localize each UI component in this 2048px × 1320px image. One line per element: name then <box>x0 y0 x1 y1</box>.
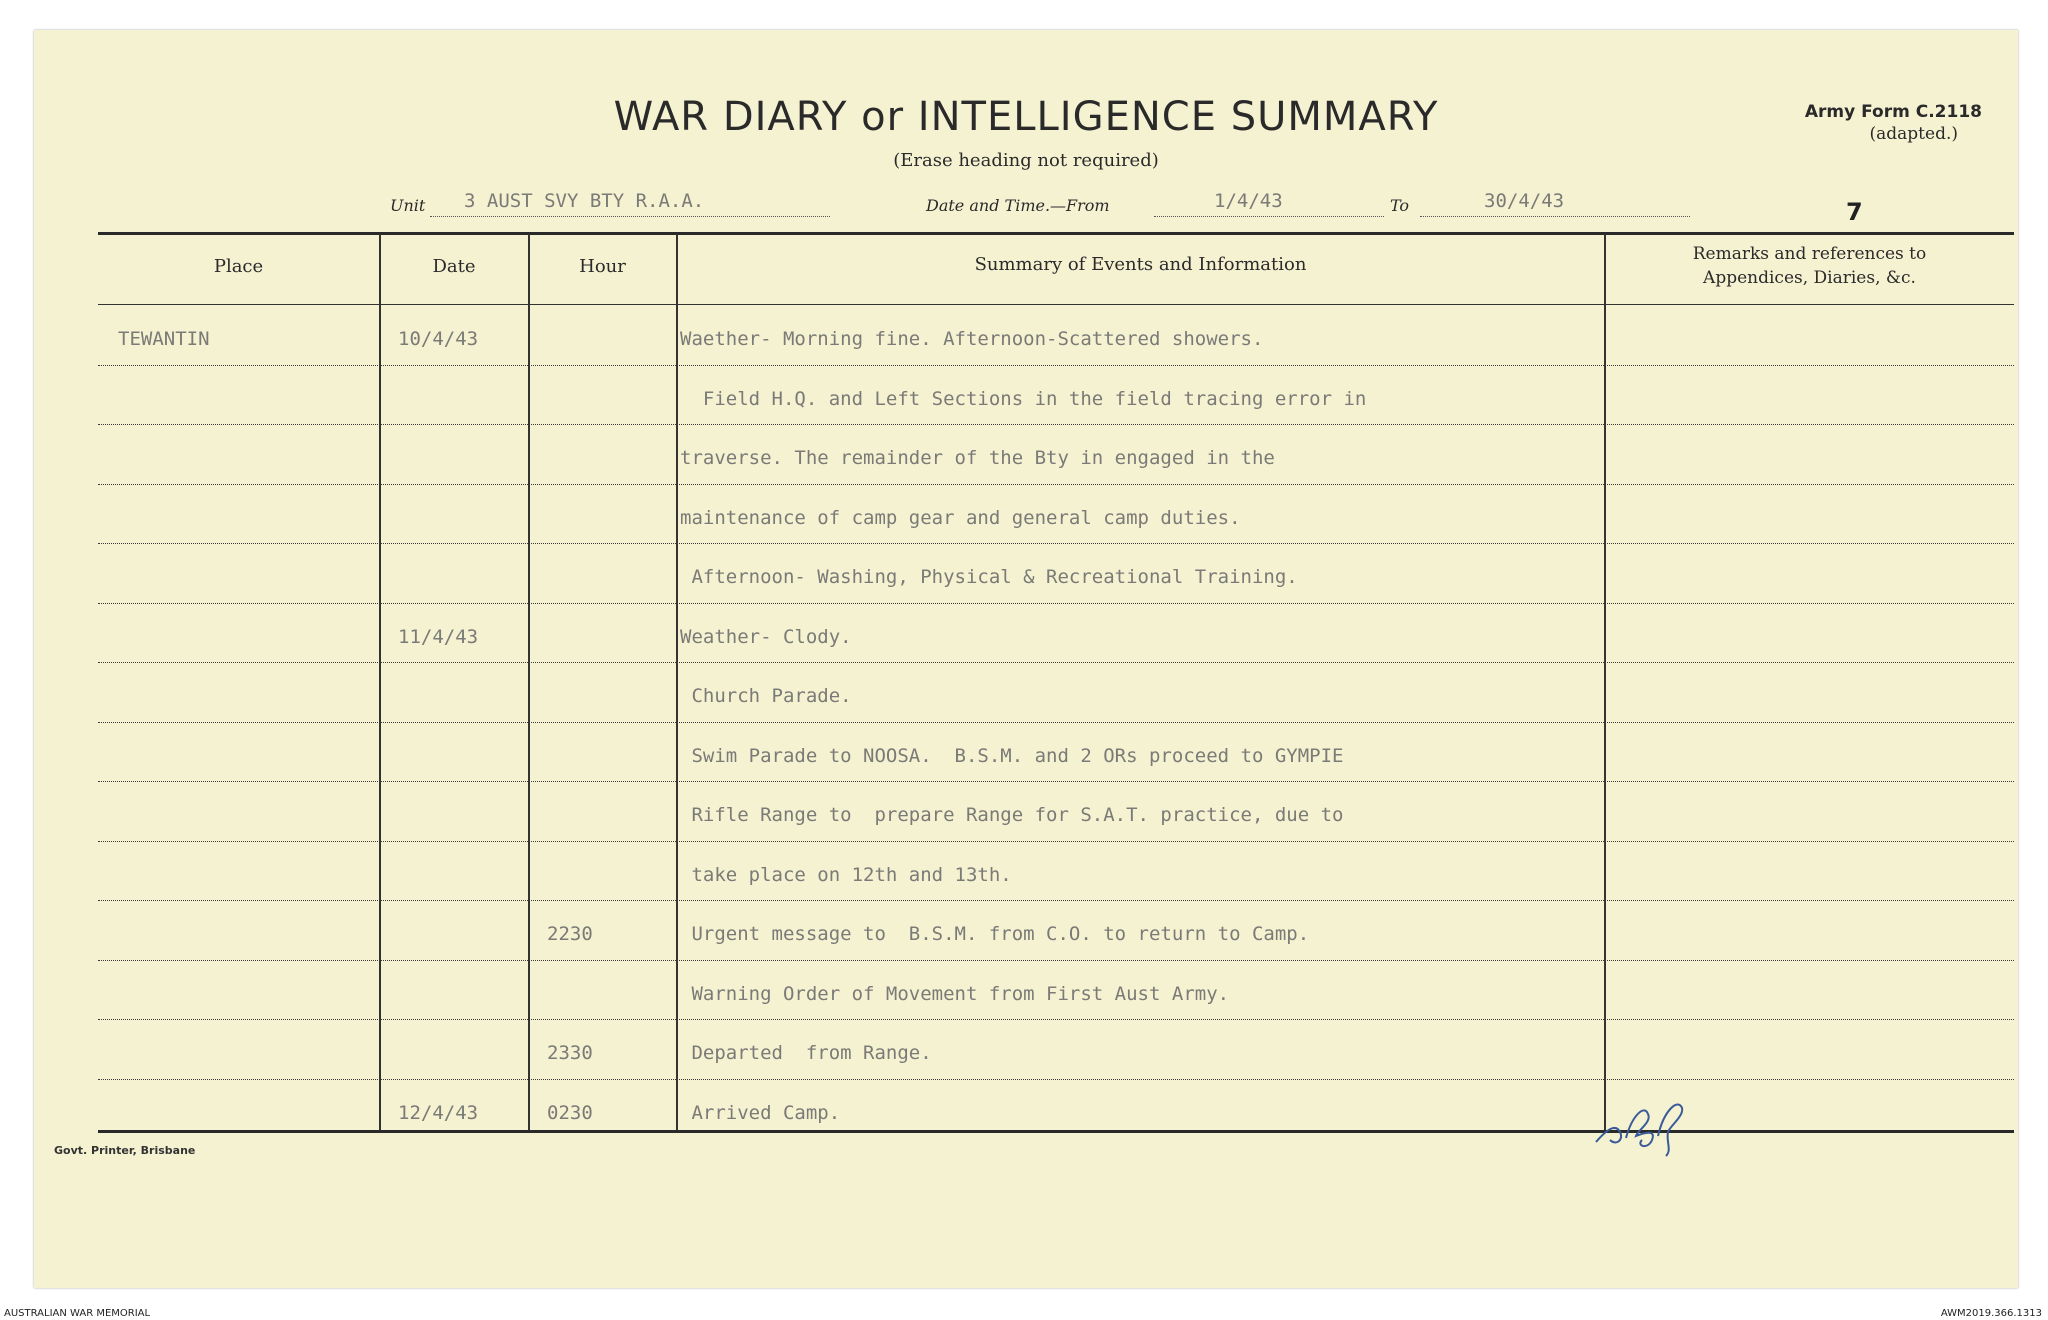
footer-left: AUSTRALIAN WAR MEMORIAL <box>4 1308 151 1319</box>
row-rule <box>98 960 2014 961</box>
summary-cell: maintenance of camp gear and general camp duties. <box>680 506 1241 529</box>
table-bottom-rule <box>98 1130 2014 1133</box>
unit-underline <box>430 216 830 217</box>
header-rule <box>98 304 2014 305</box>
row-rule <box>98 662 2014 663</box>
to-label: To <box>1390 196 1410 215</box>
column-header-date: Date <box>432 256 476 277</box>
form-note: (adapted.) <box>1869 124 1958 144</box>
summary-cell: Weather- Clody. <box>680 625 852 648</box>
summary-cell: Warning Order of Movement from First Aust Army. <box>680 982 1230 1005</box>
row-rule <box>98 543 2014 544</box>
column-header-hour: Hour <box>579 256 626 277</box>
summary-cell: take place on 12th and 13th. <box>680 863 1012 886</box>
summary-cell: Departed from Range. <box>680 1042 932 1064</box>
col-divider-date <box>528 234 530 1130</box>
summary-cell: Field H.Q. and Left Sections in the field tracing error in <box>680 387 1367 410</box>
date-cell: 12/4/43 <box>398 1101 479 1124</box>
summary-cell: Arrived Camp. <box>680 1101 841 1124</box>
signature-mark <box>1586 1080 1716 1160</box>
row-rule <box>98 781 2014 782</box>
row-rule <box>98 424 2014 425</box>
summary-cell: Swim Parade to NOOSA. B.S.M. and 2 ORs proceed to GYMPIE <box>680 744 1344 767</box>
row-rule <box>98 841 2014 842</box>
row-rule <box>98 365 2014 366</box>
summary-cell: traverse. The remainder of the Bty in engaged in the <box>680 447 1275 469</box>
row-rule <box>98 484 2014 485</box>
column-header-remarks-2: Appendices, Diaries, &c. <box>1703 268 1916 288</box>
hour-cell: 0230 <box>547 1101 593 1124</box>
column-header-place: Place <box>213 256 264 277</box>
row-rule <box>98 1019 2014 1020</box>
col-divider-place <box>379 234 381 1130</box>
page-subtitle: (Erase heading not required) <box>893 150 1159 171</box>
unit-value: 3 AUST SVY BTY R.A.A. <box>464 190 705 212</box>
summary-cell: Urgent message to B.S.M. from C.O. to return to Camp. <box>680 923 1310 945</box>
page-title: WAR DIARY or INTELLIGENCE SUMMARY <box>613 94 1439 140</box>
row-rule <box>98 1079 2014 1080</box>
summary-cell: Rifle Range to prepare Range for S.A.T. practice, due to <box>680 804 1344 826</box>
form-number: Army Form C.2118 <box>1804 102 1982 122</box>
date-cell: 10/4/43 <box>398 328 479 350</box>
date-from-underline <box>1154 216 1384 217</box>
col-divider-hour <box>676 234 678 1130</box>
column-header-remarks-1: Remarks and references to <box>1692 244 1927 264</box>
row-rule <box>98 722 2014 723</box>
hour-cell: 2330 <box>547 1042 593 1064</box>
col-divider-summary <box>1604 234 1606 1130</box>
page-mark: 7 <box>1846 198 1863 226</box>
row-rule <box>98 603 2014 604</box>
hour-cell: 2230 <box>547 923 593 945</box>
printer-imprint: Govt. Printer, Brisbane <box>54 1144 196 1157</box>
summary-cell: Afternoon- Washing, Physical & Recreational Training. <box>680 566 1298 588</box>
date-from-value: 1/4/43 <box>1214 190 1283 212</box>
place-cell: TEWANTIN <box>118 328 210 350</box>
table-top-rule <box>98 232 2014 235</box>
date-cell: 11/4/43 <box>398 625 479 648</box>
date-to-underline <box>1420 216 1690 217</box>
row-rule <box>98 900 2014 901</box>
summary-cell: Waether- Morning fine. Afternoon-Scattered showers. <box>680 328 1264 350</box>
footer-right: AWM2019.366.1313 <box>1940 1308 2042 1319</box>
summary-cell: Church Parade. <box>680 685 852 707</box>
date-to-value: 30/4/43 <box>1484 190 1565 212</box>
column-header-summary: Summary of Events and Information <box>974 254 1307 275</box>
date-label: Date and Time.—From <box>926 196 1110 215</box>
unit-label: Unit <box>390 196 426 215</box>
document-page <box>34 30 2018 1288</box>
